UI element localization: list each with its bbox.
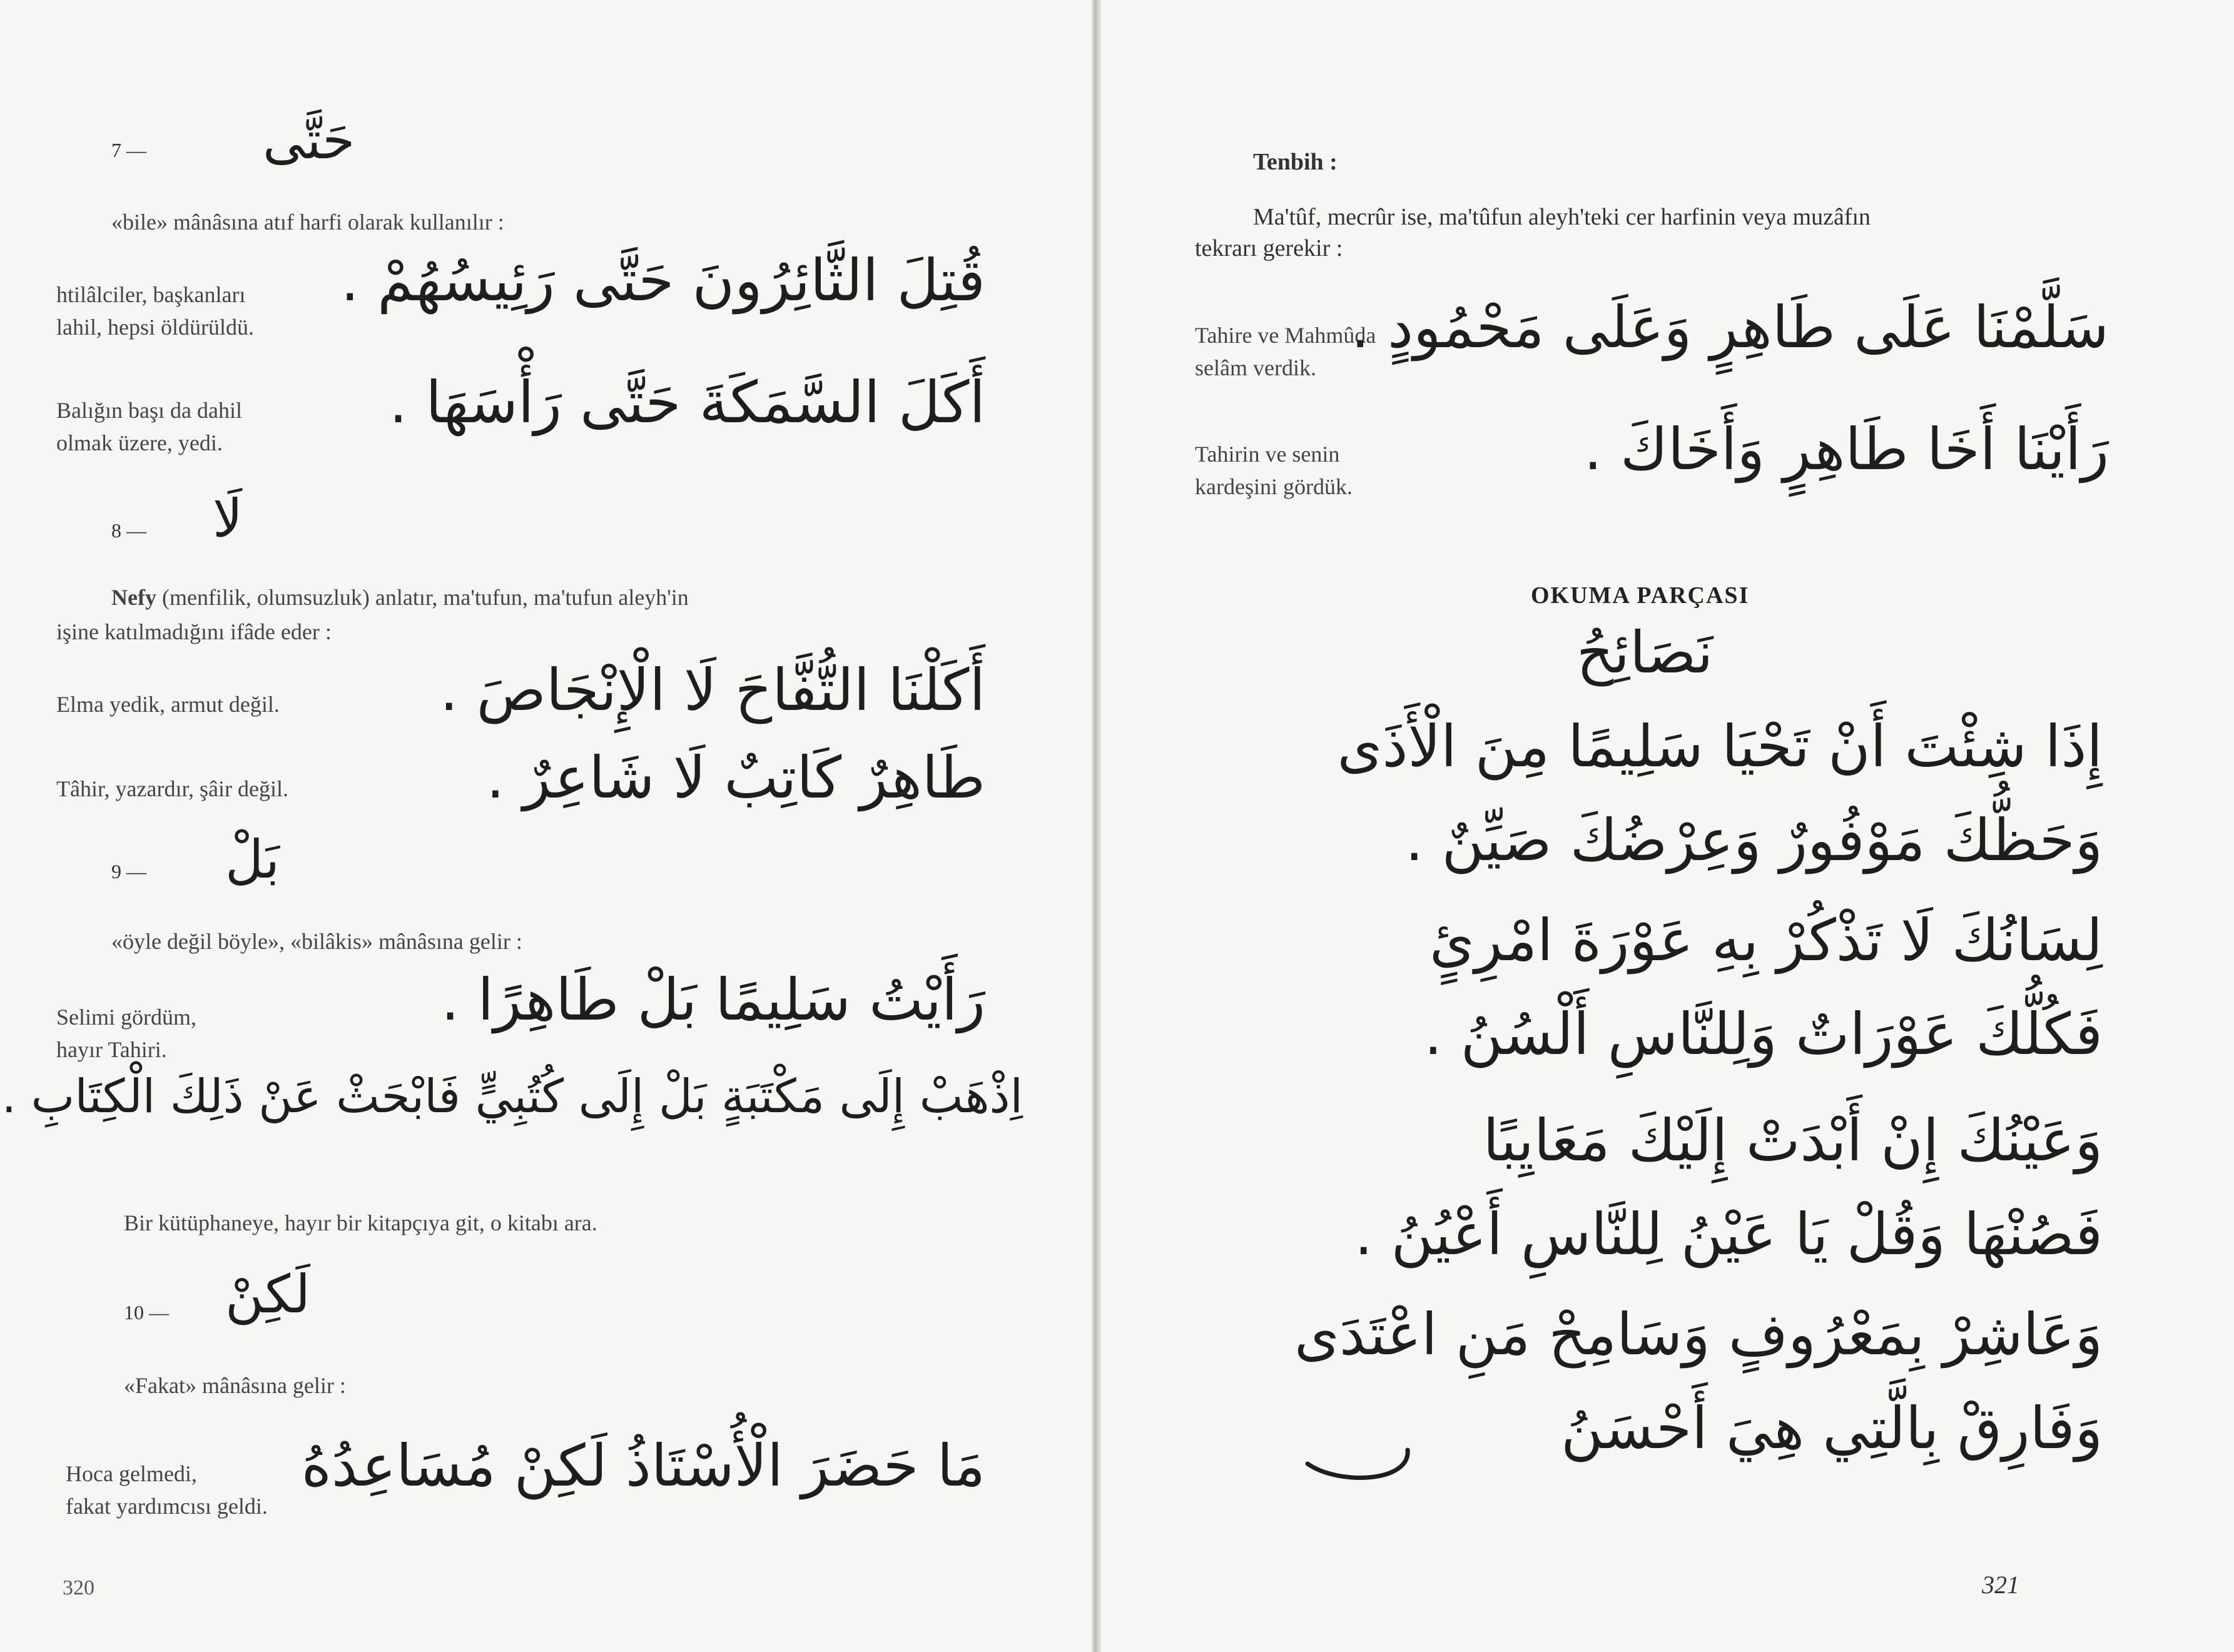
translation-line: Hoca gelmedi, — [66, 1461, 197, 1486]
section-9-ex2-translation: Bir kütüphaneye, hayır bir kitapçıya git, o kitabı ara. — [124, 1210, 597, 1235]
reading-heading: OKUMA PARÇASI — [1531, 582, 1750, 609]
section-10-word: لَكِنْ — [225, 1264, 310, 1325]
section-9-ex2-arabic: اِذْهَبْ إِلَى مَكْتَبَةٍ بَلْ إِلَى كُتُبِيٍّ فَابْحَثْ عَنْ ذَلِكَ الْكِتَابِ . — [1, 1070, 1023, 1123]
translation-line: Selimi gördüm, — [56, 1005, 196, 1030]
section-8-desc-line2: işine katılmadığını ifâde eder : — [56, 619, 332, 644]
section-7-desc: «bile» mânâsına atıf harfi olarak kullanılır : — [111, 210, 504, 235]
section-7-ex2-translation — [56, 394, 242, 459]
section-7-word: حَتَّى — [263, 109, 355, 171]
book-gutter — [1092, 0, 1101, 1652]
section-9-ex1-translation — [56, 1001, 196, 1066]
translation-line: Balığın başı da dahil — [56, 398, 242, 423]
poem-line: وَعَاشِرْ بِمَعْرُوفٍ وَسَامِحْ مَنِ اعْتَدَى — [1294, 1301, 2103, 1368]
section-9-desc: «öyle değil böyle», «bilâkis» mânâsına gelir : — [111, 929, 522, 954]
page-number-left: 320 — [63, 1576, 94, 1599]
tenbih-text-line2: tekrarı gerekir : — [1195, 235, 1343, 261]
poem-line: فَكُلُّكَ عَوْرَاتٌ وَلِلنَّاسِ أَلْسُنُ . — [1424, 1001, 2103, 1068]
right-page — [1101, 0, 2234, 1652]
nefy-term: Nefy — [111, 585, 156, 610]
desc-text: (menfilik, olumsuzluk) anlatır, ma'tufun, ma'tufun aleyh'in — [156, 585, 689, 610]
right-ex1-translation — [1195, 319, 1376, 384]
section-7-ex1-translation — [56, 278, 254, 343]
section-8-ex1-translation: Elma yedik, armut değil. — [56, 692, 280, 717]
right-ex1-arabic: سَلَّمْنَا عَلَى طَاهِرٍ وَعَلَى مَحْمُودٍ . — [1351, 294, 2109, 361]
section-8-ex1-arabic: أَكَلْنَا التُّفَّاحَ لَا الْإِنْجَاصَ . — [440, 657, 985, 724]
section-9-number: 9 — — [111, 860, 146, 883]
translation-line: htilâlciler, başkanları — [56, 282, 246, 307]
right-ex2-translation — [1195, 438, 1353, 503]
poem-line: وَفَارِقْ بِالَّتِي هِيَ أَحْسَنُ — [1561, 1395, 2103, 1462]
translation-line: kardeşini gördük. — [1195, 474, 1353, 499]
section-10-ex1-translation — [66, 1457, 268, 1523]
translation-line: olmak üzere, yedi. — [56, 430, 223, 455]
poem-line: لِسَانُكَ لَا تَذْكُرْ بِهِ عَوْرَةَ امْرِئٍ — [1429, 907, 2103, 974]
tenbih-label: Tenbih : — [1253, 149, 1338, 175]
poem-line: وَحَظُّكَ مَوْفُورٌ وَعِرْضُكَ صَيِّنٌ . — [1405, 807, 2103, 874]
poem-title: نَصَائِحُ — [1576, 619, 1714, 686]
section-10-number: 10 — — [124, 1301, 169, 1324]
section-9-ex1-arabic: رَأَيْتُ سَلِيمًا بَلْ طَاهِرًا . — [440, 966, 985, 1033]
section-10-desc: «Fakat» mânâsına gelir : — [124, 1373, 346, 1398]
translation-line: hayır Tahiri. — [56, 1037, 167, 1062]
translation-line: selâm verdik. — [1195, 355, 1316, 380]
translation-line: lahil, hepsi öldürüldü. — [56, 315, 254, 340]
left-page — [0, 0, 1092, 1652]
section-8-number: 8 — — [111, 519, 146, 542]
poem-line: وَعَيْنُكَ إِنْ أَبْدَتْ إِلَيْكَ مَعَايِبًا — [1483, 1107, 2103, 1174]
translation-line: fakat yardımcısı geldi. — [66, 1494, 268, 1519]
right-ex2-arabic: رَأَيْنَا أَخَا طَاهِرٍ وَأَخَاكَ . — [1583, 416, 2109, 483]
section-9-word: بَلْ — [225, 829, 280, 890]
section-7-ex2-arabic: أَكَلَ السَّمَكَةَ حَتَّى رَأْسَهَا . — [388, 369, 985, 436]
tenbih-text-line1: Ma'tûf, mecrûr ise, ma'tûfun aleyh'teki cer harfinin veya muzâfın — [1253, 204, 1871, 230]
section-8-ex2-arabic: طَاهِرٌ كَاتِبٌ لَا شَاعِرٌ . — [486, 744, 985, 811]
poem-line: إِذَا شِئْتَ أَنْ تَحْيَا سَلِيمًا مِنَ الْأَذَى — [1337, 713, 2103, 780]
section-8-desc — [111, 582, 1000, 613]
translation-line: Tahire ve Mahmûda — [1195, 323, 1376, 348]
section-8-word: لَا — [213, 488, 243, 549]
poem-final-flourish — [1301, 1439, 1414, 1489]
translation-line: Tahirin ve senin — [1195, 442, 1340, 467]
section-7-number: 7 — — [111, 139, 146, 161]
section-10-ex1-arabic: مَا حَضَرَ الْأُسْتَاذُ لَكِنْ مُسَاعِدُهُ — [301, 1432, 985, 1499]
page-number-right: 321 — [1982, 1571, 2019, 1599]
section-7-ex1-arabic: قُتِلَ الثَّائِرُونَ حَتَّى رَئِيسُهُمْ . — [340, 247, 985, 314]
section-8-ex2-translation: Tâhir, yazardır, şâir değil. — [56, 776, 288, 801]
poem-line: فَصُنْهَا وَقُلْ يَا عَيْنُ لِلنَّاسِ أَعْيُنُ . — [1354, 1201, 2103, 1268]
